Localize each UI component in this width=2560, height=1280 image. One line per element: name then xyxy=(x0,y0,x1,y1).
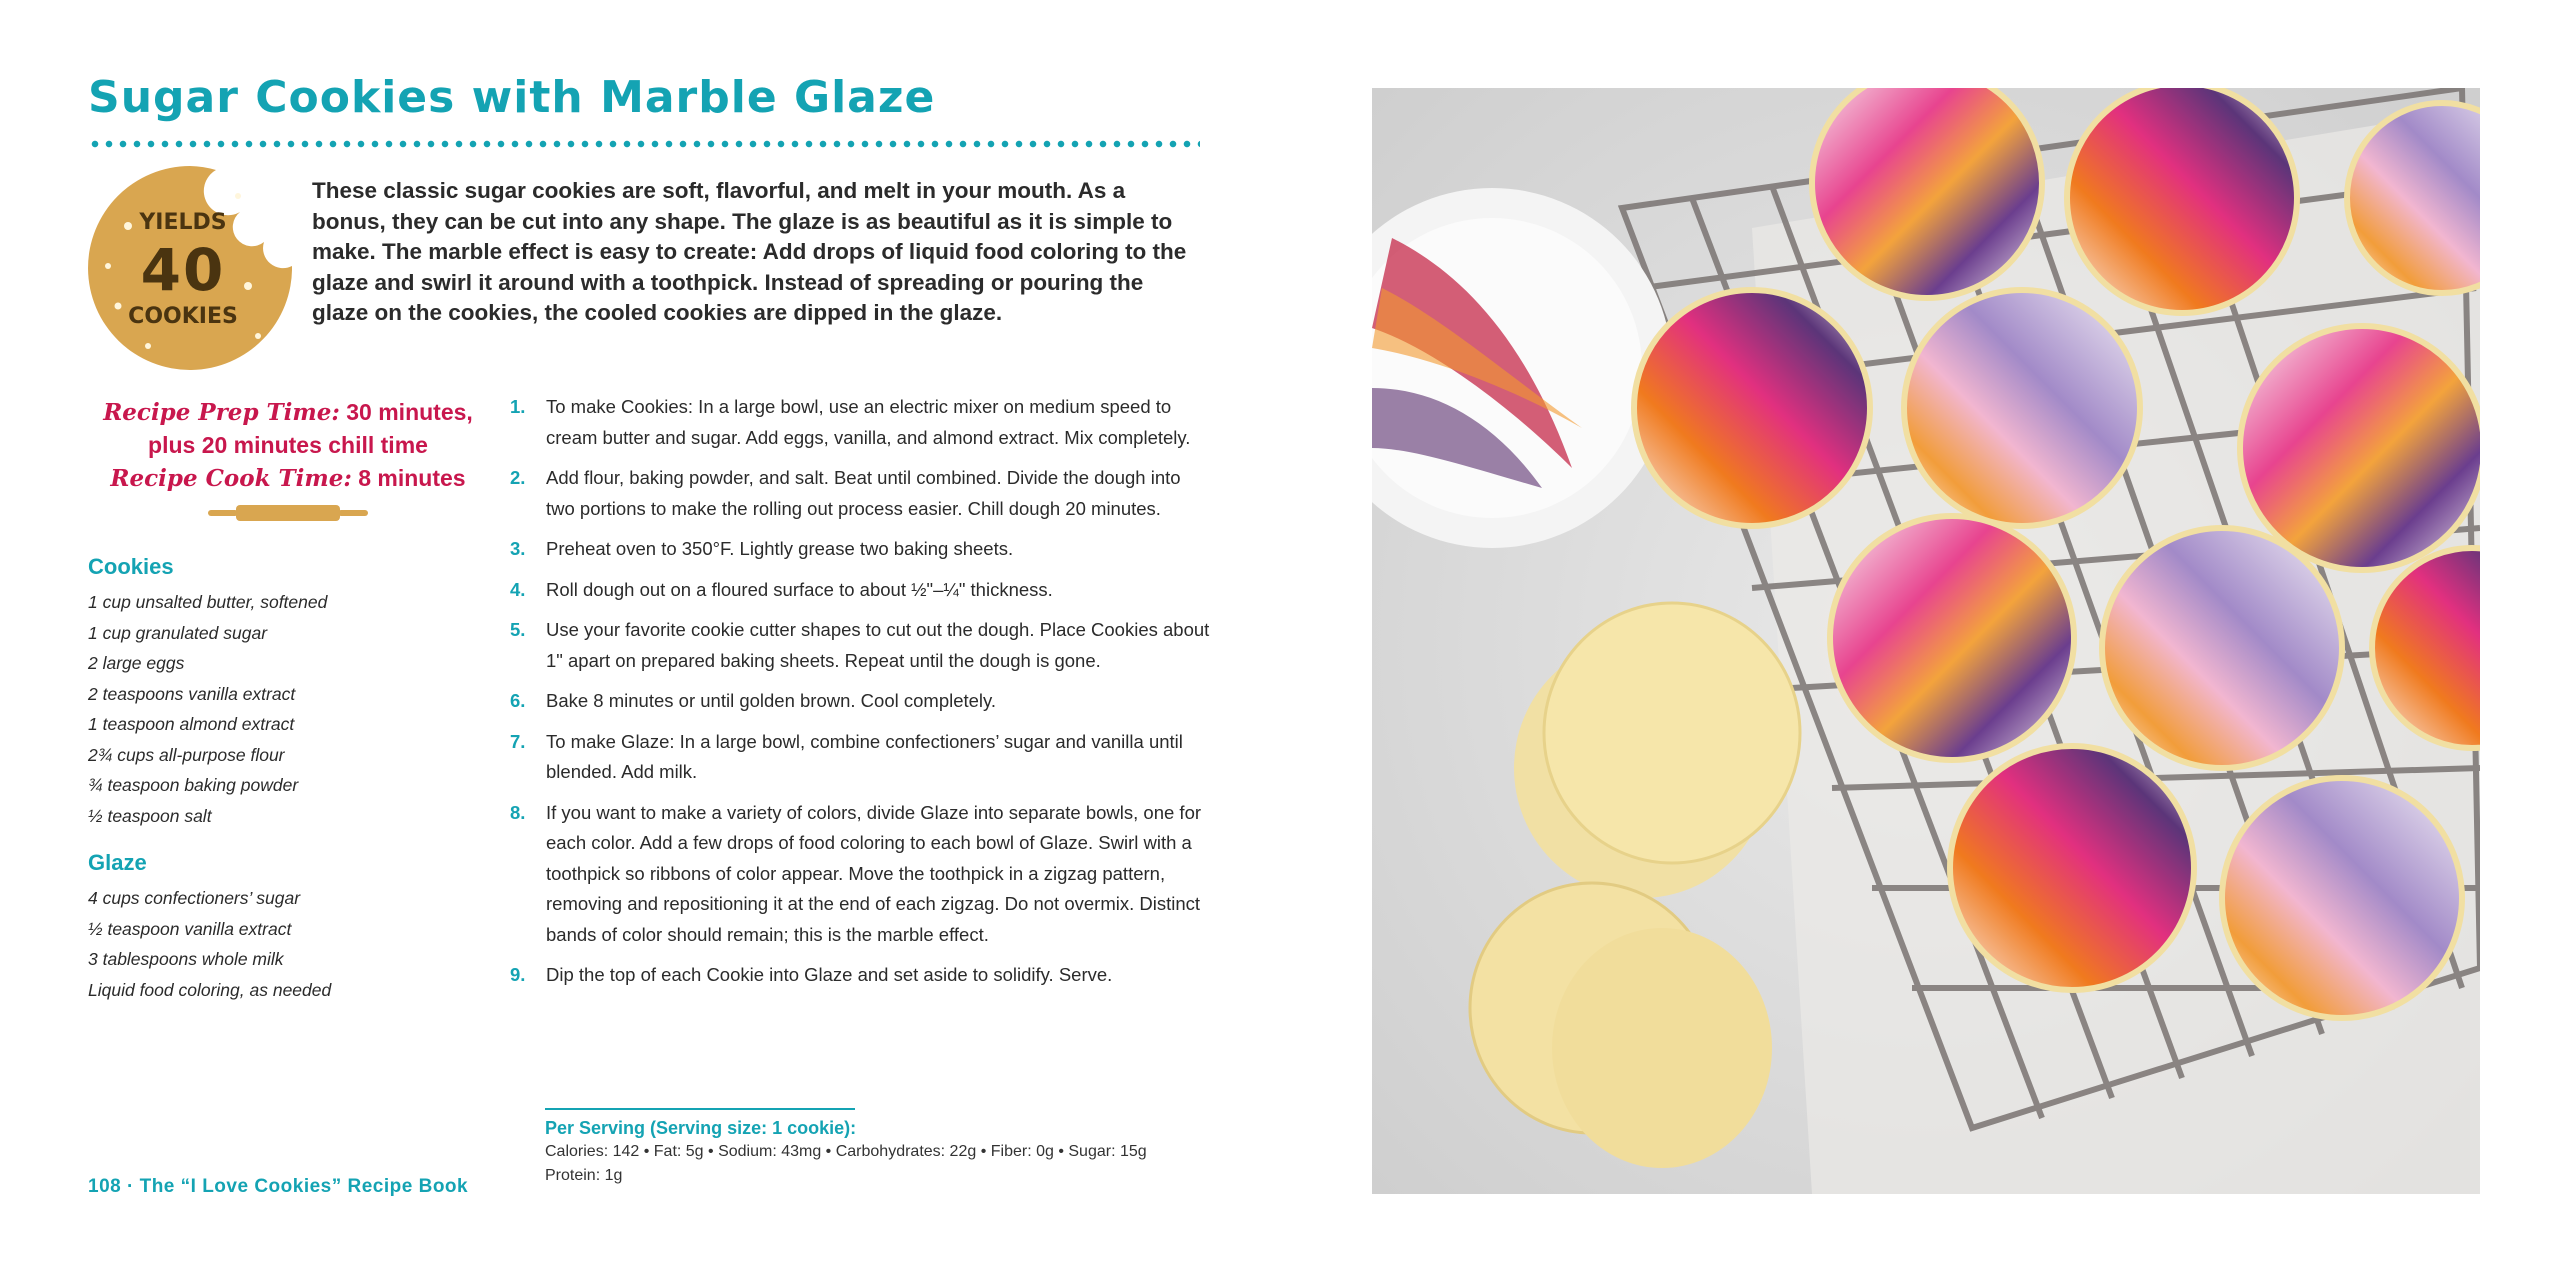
cookies-heading: Cookies xyxy=(88,554,174,579)
page-footer: 108 · The “I Love Cookies” Recipe Book xyxy=(88,1176,469,1197)
cook-time-value: 8 minutes xyxy=(358,465,466,491)
cook-time xyxy=(88,462,488,495)
step-text: To make Cookies: In a large bowl, use an electric mixer on medium speed to cream butter and sugar. Add eggs, vanilla, and almond extract. Mix completely. xyxy=(546,396,1191,448)
cookies-ingredient-list xyxy=(88,587,327,831)
ingredient-item: 2 large eggs xyxy=(88,653,185,673)
step-number: 8. xyxy=(510,801,526,823)
instruction-step xyxy=(510,463,1210,524)
step-text: Bake 8 minutes or until golden brown. Cool completely. xyxy=(546,690,997,711)
ingredient-item: 3 tablespoons whole milk xyxy=(88,949,284,969)
step-number: 7. xyxy=(510,730,526,752)
instruction-step xyxy=(510,686,1210,717)
ingredient-item: ¾ teaspoon baking powder xyxy=(88,775,299,795)
instruction-step xyxy=(510,727,1210,788)
step-number: 3. xyxy=(510,538,526,559)
step-text: Use your favorite cookie cutter shapes to cut out the dough. Place Cookies about 1" apart on prepared baking sheets. Repeat until the dough is gone. xyxy=(546,619,1210,671)
yields-label: YIELDS xyxy=(139,210,227,235)
ingredient-item: 2¾ cups all-purpose flour xyxy=(88,744,285,765)
ingredient-item: 1 cup unsalted butter, softened xyxy=(88,592,328,612)
step-number: 4. xyxy=(510,578,526,600)
prep-time xyxy=(88,396,488,429)
nutrition-body: Calories: 142 • Fat: 5g • Sodium: 43mg • Carbohydrates: 22g • Fiber: 0g • Sugar: 15g Protein: 1g xyxy=(545,1143,1147,1184)
instruction-step xyxy=(510,798,1210,951)
ingredient-item: ½ teaspoon salt xyxy=(88,805,212,826)
title-dotted-rule xyxy=(88,140,1200,148)
instructions-list xyxy=(510,392,1210,1001)
marbled-cookies-image xyxy=(1372,88,2480,1194)
glaze-heading: Glaze xyxy=(88,850,147,875)
ingredient-item: 1 cup granulated sugar xyxy=(88,622,268,643)
recipe-title: Sugar Cookies with Marble Glaze xyxy=(88,72,936,123)
step-text: To make Glaze: In a large bowl, combine confectioners’ sugar and vanilla until blended. Add milk. xyxy=(546,730,1183,782)
cook-time-label: Recipe Cook Time: xyxy=(110,465,352,492)
prep-time-label: Recipe Prep Time: xyxy=(103,399,340,426)
step-number: 2. xyxy=(510,467,526,488)
step-number: 5. xyxy=(510,619,526,640)
prep-time-value: 30 minutes, xyxy=(346,399,473,425)
cookie-photo xyxy=(1372,88,2480,1194)
ingredient-item: 1 teaspoon almond extract xyxy=(88,714,295,734)
glaze-ingredient-list xyxy=(88,883,331,1005)
rolling-pin-icon xyxy=(208,503,368,523)
yields-unit: COOKIES xyxy=(128,304,238,329)
instruction-step xyxy=(510,575,1210,606)
yields-number: 40 xyxy=(140,236,226,304)
ingredient-item: 2 teaspoons vanilla extract xyxy=(88,683,296,704)
recipe-intro: These classic sugar cookies are soft, flavorful, and melt in your mouth. As a bonus, they can be cut into any shape. The glaze is as beautiful as it is simple to make. The marble effect is easy to create: Add drops of liquid food coloring to the glaze and swirl it around with a toothpick. Instead of spreading or pouring the glaze on the cookies, the cooled cookies are dipped in the glaze. xyxy=(312,178,1187,325)
step-text: Roll dough out on a floured surface to about ½"–¼" thickness. xyxy=(546,578,1053,600)
instruction-step xyxy=(510,534,1210,565)
instruction-step xyxy=(510,392,1210,453)
ingredient-item: Liquid food coloring, as needed xyxy=(88,979,332,1000)
step-number: 1. xyxy=(510,396,526,417)
instruction-step xyxy=(510,615,1210,676)
step-text: Add flour, baking powder, and salt. Beat until combined. Divide the dough into two portions to make the rolling out process easier. Chill dough 20 minutes. xyxy=(546,467,1181,519)
step-text: If you want to make a variety of colors, divide Glaze into separate bowls, one for each color. Add a few drops of food coloring to each bowl of Glaze. Swirl with a toothpick so ribbons of color appear. Move the toothpick in a zigzag pattern, removing and repositioning it at the end of each zigzag. Do not overmix. Distinct bands of color should remain; this is the marble effect. xyxy=(546,801,1202,945)
step-text: Dip the top of each Cookie into Glaze and set aside to solidify. Serve. xyxy=(546,964,1113,985)
step-text: Preheat oven to 350°F. Lightly grease two baking sheets. xyxy=(546,538,1014,559)
ingredient-item: ½ teaspoon vanilla extract xyxy=(88,918,292,939)
yields-badge xyxy=(88,166,292,370)
nutrition-rule xyxy=(545,1108,855,1110)
instruction-step xyxy=(510,960,1210,991)
step-number: 9. xyxy=(510,964,526,985)
nutrition-info xyxy=(545,1108,1205,1188)
prep-time-extra: plus 20 minutes chill time xyxy=(148,432,428,458)
ingredient-item: 4 cups confectioners’ sugar xyxy=(88,888,301,908)
nutrition-title: Per Serving (Serving size: 1 cookie): xyxy=(545,1118,857,1138)
recipe-times xyxy=(88,396,488,523)
step-number: 6. xyxy=(510,690,526,711)
